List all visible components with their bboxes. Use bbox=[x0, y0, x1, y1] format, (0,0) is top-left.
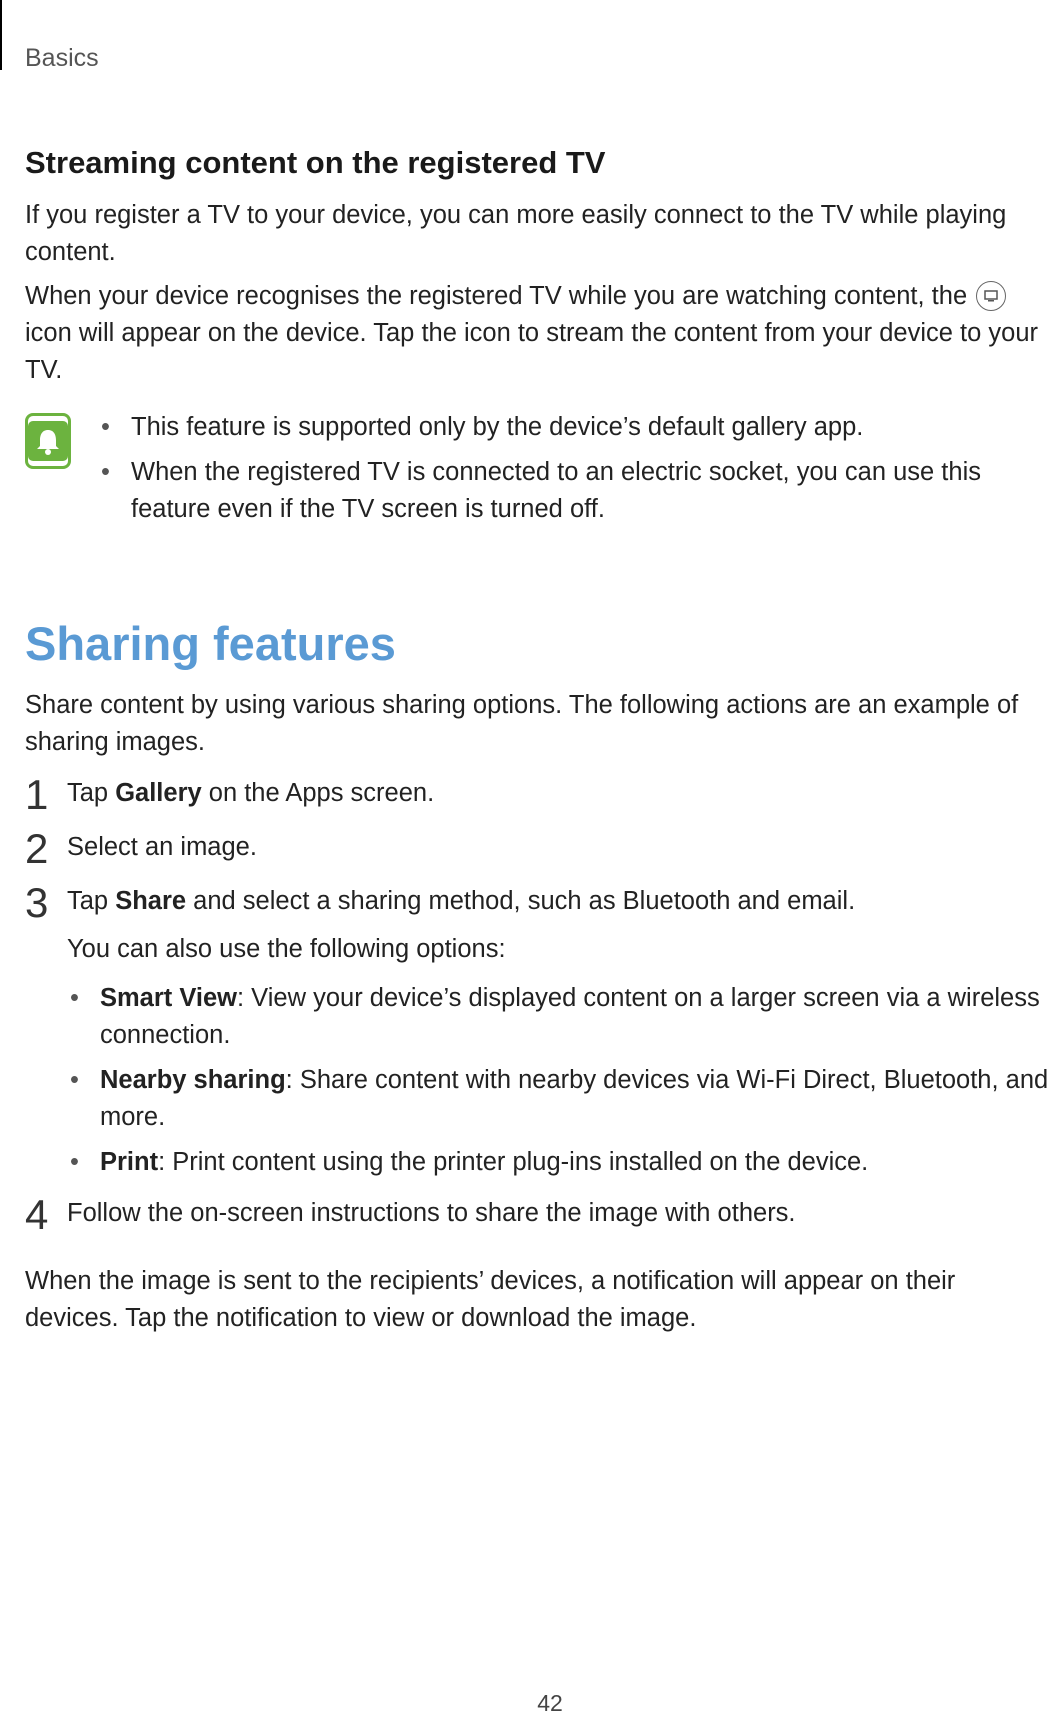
header-rule bbox=[0, 0, 2, 70]
para2-text-before: When your device recognises the registered TV while you are watching content, the bbox=[25, 282, 968, 310]
page-number: 42 bbox=[537, 1690, 563, 1716]
step-number: 3 bbox=[25, 879, 49, 926]
sharing-outro: When the image is sent to the recipients’ devices, a notification will appear on their devices. Tap the notification to view or download the image. bbox=[25, 1267, 956, 1332]
sharing-title: Sharing features bbox=[25, 617, 396, 670]
note-block bbox=[25, 409, 1055, 536]
header-section: Basics bbox=[25, 44, 99, 72]
step-number: 4 bbox=[25, 1191, 49, 1238]
options-list bbox=[70, 980, 1055, 1181]
option-name: Smart View bbox=[100, 984, 238, 1012]
sharing-intro: Share content by using various sharing options. The following actions are an example of sharing images. bbox=[25, 691, 1019, 756]
options-intro: You can also use the following options: bbox=[67, 935, 506, 963]
streaming-para2 bbox=[25, 278, 1055, 389]
option-item: • Print: Print content using the printer plug-ins installed on the device. bbox=[70, 1148, 869, 1176]
step-text: Tap Share and select a sharing method, such as Bluetooth and email. bbox=[67, 887, 856, 915]
option-item: • Nearby sharing: Share content with nearby devices via Wi-Fi Direct, Bluetooth, and more. bbox=[70, 1066, 1049, 1131]
step-text: Select an image. bbox=[67, 833, 257, 861]
note-list bbox=[101, 409, 1055, 536]
para2-text-after: icon will appear on the device. Tap the icon to stream the content from your device to your TV. bbox=[25, 319, 1039, 384]
streaming-para1: If you register a TV to your device, you can more easily connect to the TV while playing content. bbox=[25, 201, 1007, 266]
option-desc: : Print content using the printer plug-ins installed on the device. bbox=[158, 1148, 869, 1176]
step-4 bbox=[25, 1191, 1055, 1238]
step-text: Tap Gallery on the Apps screen. bbox=[67, 779, 435, 807]
option-item: • Smart View: View your device’s displayed content on a larger screen via a wireless connection. bbox=[70, 984, 1040, 1049]
note-item-text: When the registered TV is connected to an electric socket, you can use this feature even if the TV screen is turned off. bbox=[131, 458, 981, 523]
step-2 bbox=[25, 825, 1055, 872]
tv-stream-icon bbox=[976, 281, 1006, 311]
step-number: 2 bbox=[25, 825, 49, 872]
step-number: 1 bbox=[25, 771, 49, 818]
step-text: Follow the on-screen instructions to share the image with others. bbox=[67, 1199, 796, 1227]
note-item: • This feature is supported only by the device’s default gallery app. bbox=[101, 413, 864, 441]
step-1 bbox=[25, 771, 1055, 818]
step-3 bbox=[25, 879, 1055, 926]
page-content bbox=[25, 145, 1055, 1344]
option-desc: : View your device’s displayed content on a larger screen via a wireless connection. bbox=[100, 984, 1040, 1049]
option-name: Print bbox=[100, 1148, 159, 1176]
streaming-heading: Streaming content on the registered TV bbox=[25, 145, 606, 180]
bell-icon bbox=[25, 413, 71, 469]
share-label: Share bbox=[115, 887, 187, 915]
note-item-text: This feature is supported only by the device’s default gallery app. bbox=[131, 413, 864, 441]
option-name: Nearby sharing bbox=[100, 1066, 286, 1094]
note-item: • When the registered TV is connected to an electric socket, you can use this feature even if the TV screen is turned off. bbox=[101, 458, 981, 523]
option-desc: : Share content with nearby devices via Wi-Fi Direct, Bluetooth, and more. bbox=[100, 1066, 1049, 1131]
gallery-label: Gallery bbox=[115, 779, 202, 807]
